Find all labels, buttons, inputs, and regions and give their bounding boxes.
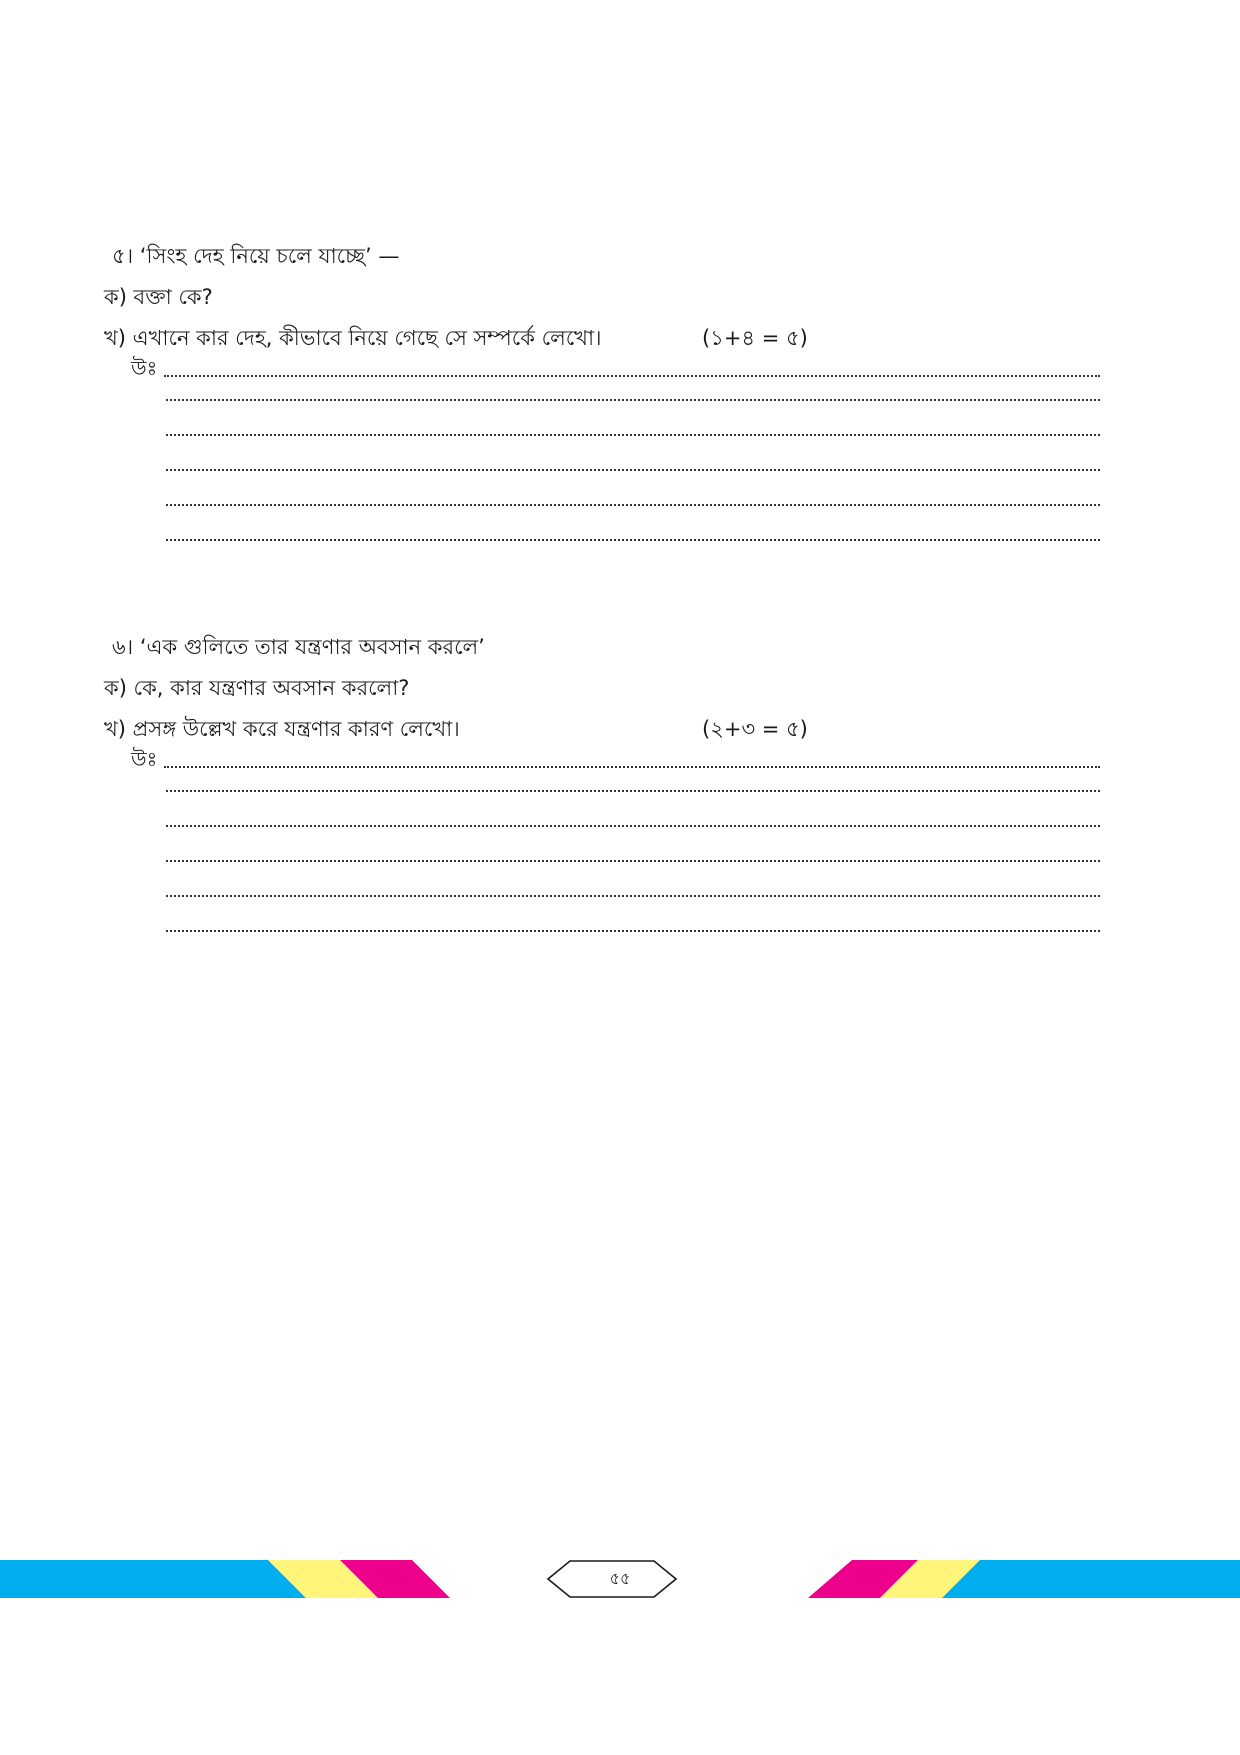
question-title: ৫। ‘সিংহ দেহ নিয়ে চলে যাচ্ছে’ — <box>112 244 400 268</box>
marks-label: (২+৩ = ৫) <box>702 717 808 741</box>
dotted-answer-line[interactable] <box>166 858 1100 862</box>
question-6 <box>104 633 1104 947</box>
footer-band <box>0 1560 1240 1600</box>
question-part-kha-text: খ) প্রসঙ্গ উল্লেখ করে যন্ত্রণার কারণ লেখো। <box>104 717 460 741</box>
question-part-kha <box>104 715 1104 743</box>
dotted-answer-line[interactable] <box>166 788 1100 792</box>
answer-line-first[interactable] <box>104 747 1104 772</box>
question-title: ৬। ‘এক গুলিতে তার যন্ত্রণার অবসান করলে’ <box>112 635 485 659</box>
answer-line[interactable] <box>104 381 1104 416</box>
dotted-answer-line[interactable] <box>166 928 1100 932</box>
dotted-answer-line[interactable] <box>166 467 1100 471</box>
dotted-answer-line[interactable] <box>166 432 1100 436</box>
question-part-kha-text: খ) এখানে কার দেহ, কীভাবে নিয়ে গেছে সে সম্পর্কে লেখো। <box>104 326 602 350</box>
question-part-ka: ক) বক্তা কে? <box>104 285 213 309</box>
marks-label: (১+৪ = ৫) <box>702 326 808 350</box>
page-number: ৫৫ <box>609 1569 631 1588</box>
answer-line[interactable] <box>104 772 1104 807</box>
dotted-answer-line[interactable] <box>164 764 1100 768</box>
answer-line[interactable] <box>104 807 1104 842</box>
answer-line[interactable] <box>104 486 1104 521</box>
answer-line[interactable] <box>104 842 1104 877</box>
answer-line[interactable] <box>104 912 1104 947</box>
answer-label: উঃ <box>131 747 158 771</box>
dotted-answer-line[interactable] <box>166 893 1100 897</box>
answer-line[interactable] <box>104 521 1104 556</box>
question-part-ka: ক) কে, কার যন্ত্রণার অবসান করলো? <box>104 676 410 700</box>
answer-line[interactable] <box>104 416 1104 451</box>
question-5 <box>104 242 1104 556</box>
dotted-answer-line[interactable] <box>164 373 1100 377</box>
dotted-answer-line[interactable] <box>166 823 1100 827</box>
answer-line[interactable] <box>104 877 1104 912</box>
dotted-answer-line[interactable] <box>166 502 1100 506</box>
dotted-answer-line[interactable] <box>166 537 1100 541</box>
question-part-kha <box>104 324 1104 352</box>
answer-label: উঃ <box>131 356 158 380</box>
dotted-answer-line[interactable] <box>166 397 1100 401</box>
answer-line[interactable] <box>104 451 1104 486</box>
answer-line-first[interactable] <box>104 356 1104 381</box>
